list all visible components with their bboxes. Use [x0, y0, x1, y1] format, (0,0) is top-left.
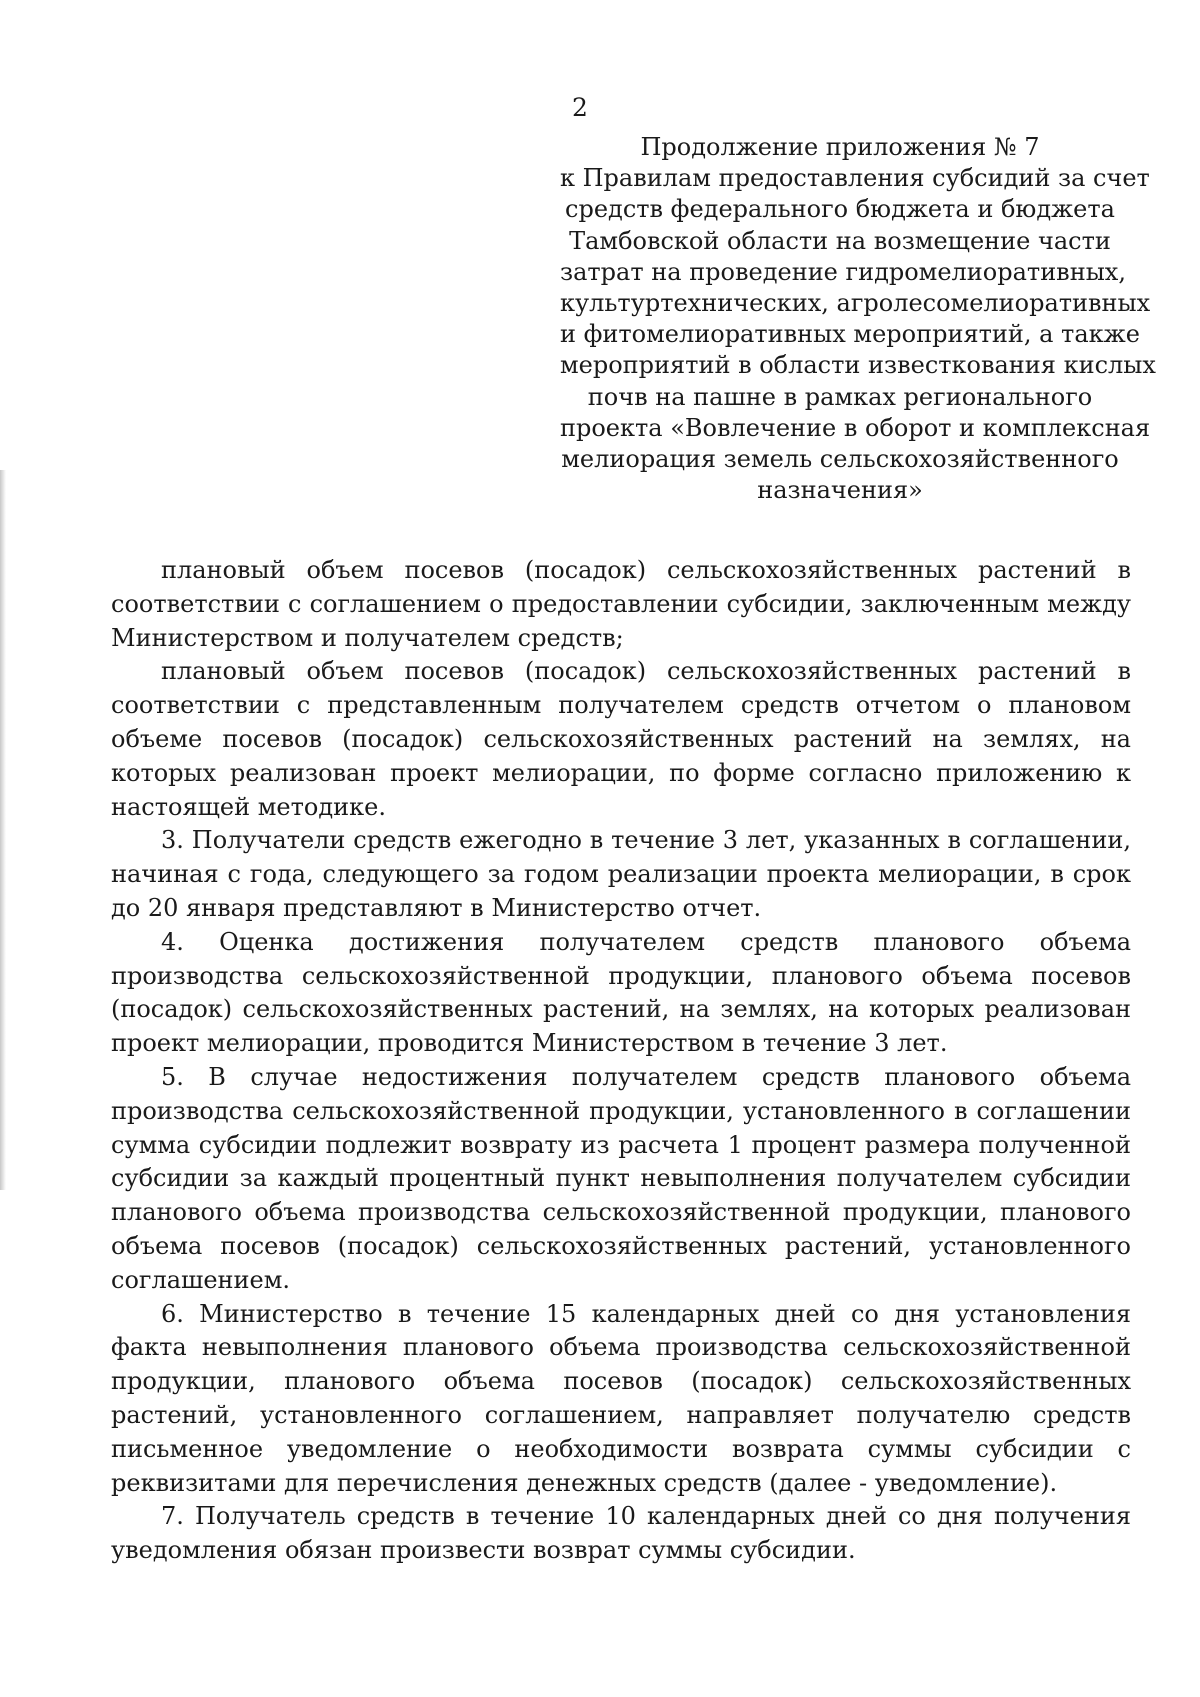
appendix-header-line: Тамбовской области на возмещение части: [569, 226, 1111, 255]
appendix-header-line: мероприятий в области известкования кислых: [560, 351, 1156, 380]
appendix-header-line: проекта «Вовлечение в оборот и комплексная: [560, 413, 1151, 442]
paragraph-planned-sowing-agreement: плановый объем посевов (посадок) сельскохозяйственных растений в соответствии с соглашением о предоставлении субсидии, заключенным между Министерством и получателем средств;: [111, 556, 1131, 652]
scan-edge-artifact: [0, 470, 6, 1190]
appendix-header-line: почв на пашне в рамках регионального: [587, 382, 1093, 411]
document-body: [111, 554, 1131, 1568]
appendix-header-line: к Правилам предоставления субсидий за счет: [560, 164, 1150, 193]
paragraph-planned-sowing-report: плановый объем посевов (посадок) сельскохозяйственных растений в соответствии с представленным получателем средств отчетом о плановом объеме посевов (посадок) сельскохозяйственных растений на землях, на которых реализован проект мелиорации, по форме согласно приложению к настоящей методике.: [111, 657, 1131, 821]
paragraph-7-refund-deadline: 7. Получатель средств в течение 10 календарных дней со дня получения уведомления обязан произвести возврат суммы субсидии.: [111, 1502, 1131, 1565]
appendix-header-line: культуртехнических, агролесомелиоративных: [560, 289, 1151, 318]
appendix-header-line: Продолжение приложения № 7: [640, 133, 1040, 161]
paragraph-3-annual-report: 3. Получатели средств ежегодно в течение 3 лет, указанных в соглашении, начиная с года, следующего за годом реализации проекта мелиорации, в срок до 20 января представляют в Министерство отчет.: [111, 826, 1131, 922]
paragraph-5-refund-calculation: 5. В случае недостижения получателем средств планового объема производства сельскохозяйственной продукции, установленного в соглашении сумма субсидии подлежит возврату из расчета 1 процент размера полученной субсидии за каждый процентный пункт невыполнения получателем субсидии планового объема производства сельскохозяйственной продукции, планового объема посевов (посадок) сельскохозяйственных растений, установленного соглашением.: [111, 1062, 1131, 1294]
appendix-header-line: средств федерального бюджета и бюджета: [565, 195, 1115, 224]
paragraph-6-notification: 6. Министерство в течение 15 календарных дней со дня установления факта невыполнения планового объема производства сельскохозяйственной продукции, планового объема посевов (посадок) сельскохозяйственных растений, установленного соглашением, направляет получателю средств письменное уведомление о необходимости возврата суммы субсидии с реквизитами для перечисления денежных средств (далее - уведомление).: [111, 1299, 1131, 1497]
appendix-header-line: и фитомелиоративных мероприятий, а также: [560, 320, 1140, 349]
appendix-header-line: затрат на проведение гидромелиоративных,: [560, 257, 1126, 286]
paragraph-4-evaluation: 4. Оценка достижения получателем средств планового объема производства сельскохозяйственной продукции, планового объема посевов (посадок) сельскохозяйственных растений, на землях, на которых реализован проект мелиорации, проводится Министерством в течение 3 лет.: [111, 927, 1131, 1058]
page-number: 2: [572, 93, 588, 122]
appendix-header-line: назначения»: [757, 476, 923, 505]
appendix-header: [560, 132, 1156, 506]
appendix-header-line: мелиорация земель сельскохозяйственного: [561, 445, 1119, 474]
